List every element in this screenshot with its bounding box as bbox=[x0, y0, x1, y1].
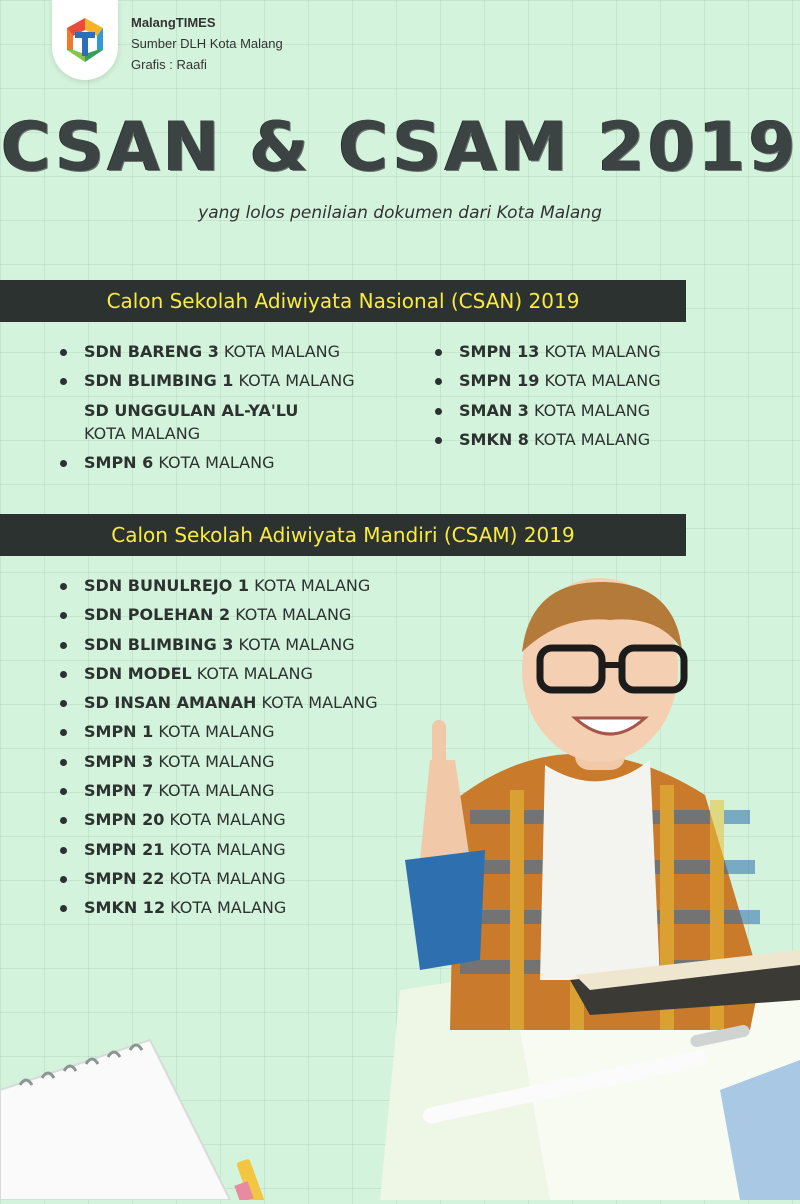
list-item bbox=[58, 396, 355, 449]
list-item bbox=[58, 688, 378, 717]
csan-list-right bbox=[433, 337, 661, 454]
list-item bbox=[58, 864, 378, 893]
page-title: CSAN & CSAM 2019 bbox=[1, 108, 799, 187]
school-city: KOTA MALANG bbox=[84, 423, 201, 443]
list-item bbox=[58, 893, 378, 922]
list-item bbox=[58, 776, 378, 805]
school-name: SMAN 3 bbox=[459, 400, 529, 420]
brand-name: MalangTIMES bbox=[131, 15, 216, 30]
list-item bbox=[433, 337, 661, 366]
list-item bbox=[58, 630, 378, 659]
school-name: SDN MODEL bbox=[84, 663, 192, 683]
school-name: SD INSAN AMANAH bbox=[84, 693, 257, 713]
school-name: SDN BLIMBING 1 bbox=[84, 371, 234, 391]
school-name: SMPN 19 bbox=[459, 371, 540, 391]
school-city: KOTA MALANG bbox=[235, 605, 352, 625]
notebook-decoration bbox=[0, 1030, 300, 1200]
school-name: SMPN 22 bbox=[84, 868, 165, 888]
list-item bbox=[433, 366, 661, 395]
list-item bbox=[433, 425, 661, 454]
csan-heading-bar bbox=[0, 280, 686, 322]
school-name: SDN BARENG 3 bbox=[84, 342, 219, 361]
school-city: KOTA MALANG bbox=[169, 810, 286, 830]
school-name: SMPN 13 bbox=[459, 342, 540, 361]
school-name: SDN BLIMBING 3 bbox=[84, 634, 234, 654]
csam-heading: Calon Sekolah Adiwiyata Mandiri (CSAM) 2019 bbox=[111, 523, 575, 547]
source-text: Sumber DLH Kota Malang bbox=[131, 36, 283, 51]
school-city: KOTA MALANG bbox=[169, 839, 286, 859]
csan-heading: Calon Sekolah Adiwiyata Nasional (CSAN) 2019 bbox=[106, 289, 580, 313]
school-city: KOTA MALANG bbox=[238, 371, 355, 391]
school-city: KOTA MALANG bbox=[223, 342, 341, 361]
list-item bbox=[58, 600, 378, 629]
school-city: KOTA MALANG bbox=[238, 634, 355, 654]
malangtimes-logo-icon bbox=[52, 0, 118, 80]
school-city: KOTA MALANG bbox=[170, 898, 287, 918]
list-item bbox=[58, 835, 378, 864]
school-city: KOTA MALANG bbox=[158, 751, 275, 771]
graphic-credit: Grafis : Raafi bbox=[131, 57, 207, 72]
school-city: KOTA MALANG bbox=[158, 722, 275, 742]
csan-list-left bbox=[58, 337, 355, 477]
list-item bbox=[58, 337, 355, 366]
list-item bbox=[58, 747, 378, 776]
school-city: KOTA MALANG bbox=[196, 663, 313, 683]
list-item bbox=[58, 366, 355, 395]
csam-heading-bar bbox=[0, 514, 686, 556]
school-city: KOTA MALANG bbox=[158, 453, 275, 473]
school-name: SMPN 21 bbox=[84, 839, 165, 859]
page-subtitle: yang lolos penilaian dokumen dari Kota Malang bbox=[198, 203, 602, 223]
school-name: SMKN 12 bbox=[84, 898, 166, 918]
list-item bbox=[58, 659, 378, 688]
list-item bbox=[58, 448, 355, 477]
school-name: SD UNGGULAN AL-YA'LU bbox=[84, 400, 299, 420]
school-city: KOTA MALANG bbox=[534, 429, 651, 449]
credits bbox=[131, 12, 283, 75]
school-name: SMPN 1 bbox=[84, 722, 154, 742]
csam-list bbox=[58, 571, 378, 923]
school-city: KOTA MALANG bbox=[158, 781, 275, 801]
list-item bbox=[58, 717, 378, 746]
school-city: KOTA MALANG bbox=[544, 371, 661, 391]
school-name: SDN BUNULREJO 1 bbox=[84, 576, 250, 595]
school-city: KOTA MALANG bbox=[169, 868, 286, 888]
school-name: SMPN 6 bbox=[84, 453, 154, 473]
school-city: KOTA MALANG bbox=[544, 342, 661, 361]
student-photo bbox=[360, 560, 800, 1200]
list-item bbox=[58, 805, 378, 834]
list-item bbox=[433, 396, 661, 425]
school-name: SMPN 3 bbox=[84, 751, 154, 771]
school-name: SMPN 20 bbox=[84, 810, 165, 830]
list-item bbox=[58, 571, 378, 600]
school-name: SMKN 8 bbox=[459, 429, 529, 449]
school-city: KOTA MALANG bbox=[254, 576, 371, 595]
school-city: KOTA MALANG bbox=[261, 693, 378, 713]
school-name: SMPN 7 bbox=[84, 781, 154, 801]
school-city: KOTA MALANG bbox=[534, 400, 651, 420]
school-name: SDN POLEHAN 2 bbox=[84, 605, 231, 625]
